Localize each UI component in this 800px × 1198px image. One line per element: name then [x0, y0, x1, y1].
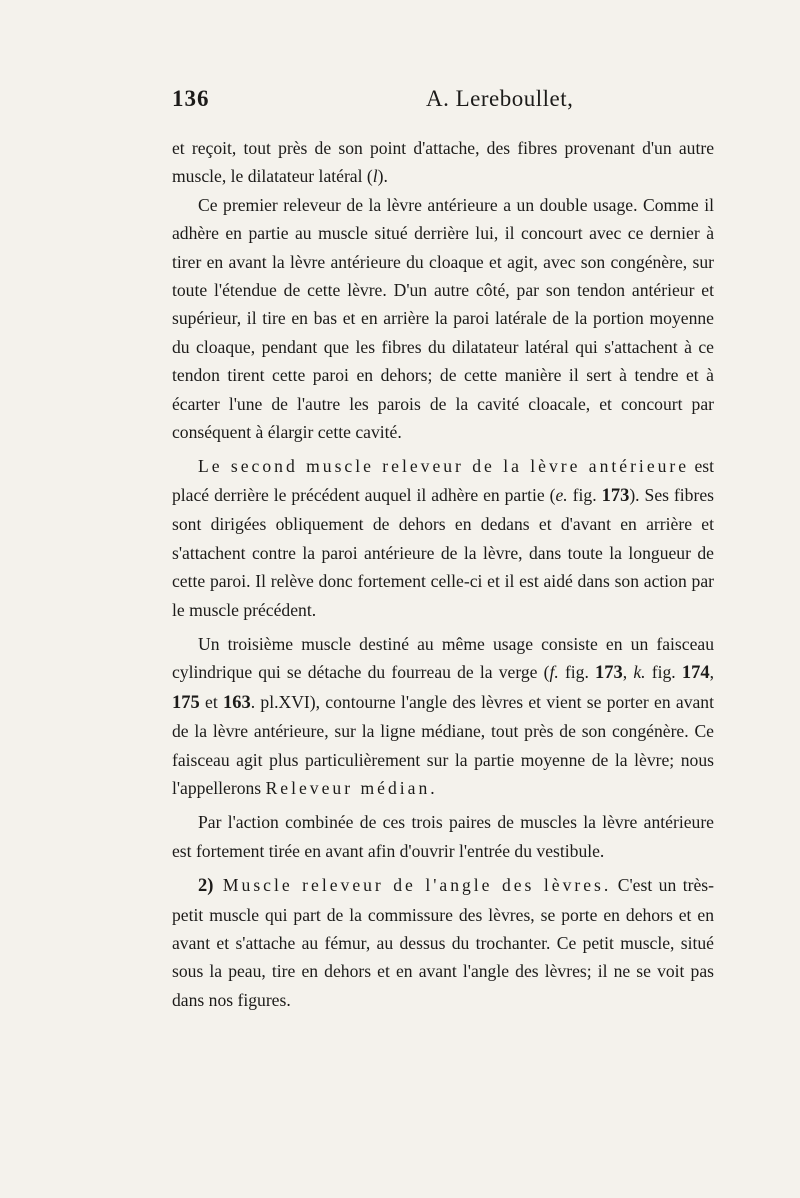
paragraph-6	[172, 871, 714, 1014]
text-run: Un troisième muscle destiné au même usage consiste en un faisceau cylindrique qui se détache du fourreau de la verge (	[172, 633, 714, 683]
figure-number: 173	[595, 663, 623, 684]
figure-number: 175	[172, 692, 200, 713]
text-run: et	[199, 691, 223, 712]
text-run: Par l'action combinée de ces trois paires de muscles la lèvre antérieure est fortement tirée en avant afin d'ouvrir l'entrée du vestibule.	[172, 812, 714, 861]
text-run: C'est un très-petit muscle qui part de la commissure des lèvres, se porte en dehors et en avant et s'attache au fémur, au dessus du trochanter. Ce petit muscle, situé sous la peau, tire en dehors et en avant l'angle des lèvres; il ne se voit pas dans nos figures.	[172, 875, 715, 1010]
section-number: 2)	[198, 876, 214, 897]
figure-number: 163	[223, 692, 251, 713]
text-run: ,	[709, 662, 714, 683]
paragraph-4	[172, 630, 714, 802]
text-run: ). Ses fibres sont dirigées obliquement de dehors en dedans et d'avant en arrière et s'attachent contre la paroi antérieure de la lèvre, dans toute la longueur de cette paroi. Il relève donc fortement celle-ci et il est aidé dans son action par le muscle précédent.	[172, 484, 714, 620]
text-run: ,	[622, 662, 634, 683]
muscle-name: Le second muscle releveur de la lèvre antérieure	[198, 456, 690, 477]
text-run: est placé derrière le précédent auquel il adhère en partie (	[172, 456, 715, 505]
text-run: fig.	[645, 662, 682, 683]
figure-letter: k.	[633, 662, 646, 683]
paragraph-3	[172, 452, 714, 623]
figure-number: 173	[601, 485, 630, 506]
paragraph-5	[172, 808, 714, 865]
paragraph-1	[172, 134, 714, 191]
figure-number: 174	[681, 663, 710, 684]
page-number: 136	[172, 86, 210, 111]
text-run: fig.	[567, 484, 602, 505]
muscle-name: Releveur médian	[265, 777, 431, 798]
text-run: ).	[377, 166, 388, 187]
body-text	[172, 134, 714, 1014]
page-header	[172, 86, 712, 120]
figure-letter: f.	[549, 662, 559, 683]
text-run: et reçoit, tout près de son point d'attache, des fibres provenant d'un autre muscle, le dilatateur latéral (	[172, 138, 714, 187]
text-run: . pl.XVI), contourne l'angle des lèvres et vient se porter en avant de la lèvre antérieure, sur la ligne médiane, tout près de son congénère. Ce faisceau agit plus particulièrement sur la partie moyenne de la lèvre; nous l'appellerons	[172, 691, 714, 798]
figure-letter: l	[372, 166, 378, 187]
text-run: .	[430, 777, 435, 798]
text-run: Ce premier releveur de la lèvre antérieure a un double usage. Comme il adhère en partie au muscle situé derrière lui, il concourt avec ce dernier à tirer en avant la lèvre antérieure du cloaque et agit, avec son congénère, sur toute l'étendue de cette lèvre. D'un autre côté, par son tendon antérieur et supérieur, il tire en bas et en arrière la paroi latérale de la portion moyenne du cloaque, pendant que les fibres du dilatateur latéral qui s'attachent à ce tendon tirent cette paroi en dehors; de cette manière il sert à tendre et à écarter l'une de l'autre les parois de la cavité cloacale, et concourt par conséquent à élargir cette cavité.	[172, 194, 714, 443]
paragraph-2	[172, 191, 714, 447]
figure-letter: e.	[555, 484, 568, 505]
text-run: fig.	[558, 662, 596, 683]
running-head: A. Lereboullet,	[426, 86, 574, 111]
section-heading: Muscle releveur de l'angle des lèvres.	[213, 875, 612, 896]
